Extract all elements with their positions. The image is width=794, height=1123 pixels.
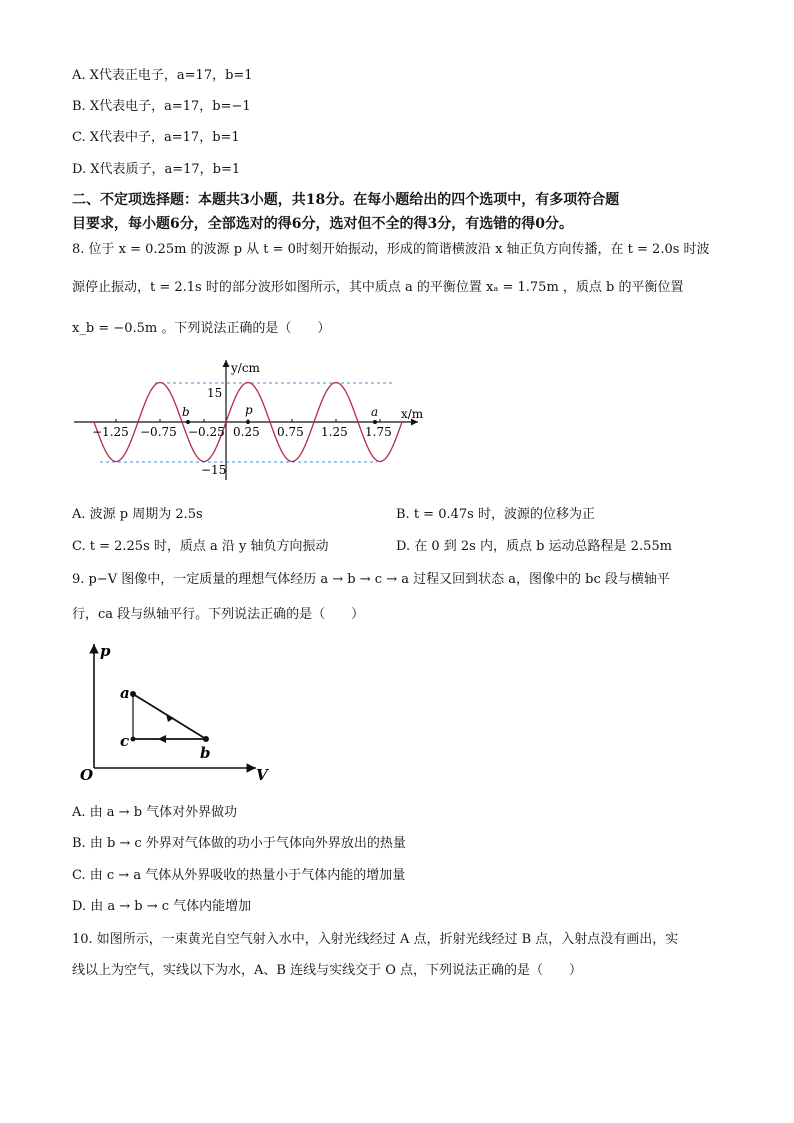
q8-stem-line1: 8. 位于 x = 0.25m 的波源 p 从 t = 0时刻开始振动，形成的简谐横波沿 x 轴正负方向传播，在 t = 2.0s 时波 (72, 242, 710, 257)
q8-stem-line2: 源停止振动，t = 2.1s 时的部分波形如图所示，其中质点 a 的平衡位置 xₐ = 1.75m ，质点 b 的平衡位置 (72, 280, 684, 295)
y-axis-label: y/cm (231, 361, 260, 375)
q7-option-d: D. X代表质子，a=17，b=1 (72, 162, 241, 177)
point-a-dot (373, 420, 377, 424)
y-positive-label: 15 (207, 386, 223, 400)
q10-stem-line2: 线以上为空气，实线以下为水，A、B 连线与实线交于 O 点，下列说法正确的是（ ） (72, 963, 582, 978)
q8-option-a: A. 波源 p 周期为 2.5s (72, 507, 203, 522)
q7-option-c: C. X代表中子，a=17，b=1 (72, 130, 240, 145)
q9-option-b: B. 由 b → c 外界对气体做的功小于气体向外界放出的热量 (72, 836, 406, 851)
point-p-label: p (245, 403, 253, 417)
state-a-label: a (120, 684, 130, 702)
v-axis-label: V (256, 766, 268, 784)
point-b-dot (186, 420, 190, 424)
q8-option-b: B. t = 0.47s 时，波源的位移为正 (396, 507, 595, 522)
arrow-bc (158, 735, 166, 743)
arrow-ab (166, 714, 174, 722)
q9-pv-graph (76, 636, 276, 786)
state-b-label: b (200, 744, 211, 762)
q9-option-d: D. 由 a → b → c 气体内能增加 (72, 899, 252, 914)
point-p-dot (246, 420, 250, 424)
q7-option-b: B. X代表电子，a=17，b=−1 (72, 99, 251, 114)
tick-label-0-25: 0.25 (233, 425, 260, 439)
state-a-dot (130, 691, 136, 697)
tick-label-1-75: 1.75 (365, 425, 392, 439)
q8-stem-line3: x_b = −0.5m 。下列说法正确的是（ ） (72, 321, 331, 336)
x-axis-label: x/m (401, 407, 424, 421)
q7-option-a: A. X代表正电子，a=17，b=1 (72, 68, 253, 83)
q9-option-c: C. 由 c → a 气体从外界吸收的热量小于气体内能的增加量 (72, 868, 406, 883)
q9-stem-line1: 9. p−V 图像中，一定质量的理想气体经历 a → b → c → a 过程又回到状态 a，图像中的 bc 段与横轴平 (72, 572, 670, 587)
tick-label-neg0-25: −0.25 (188, 425, 225, 439)
origin-label: O (80, 766, 94, 784)
point-a-label: a (371, 405, 379, 419)
section2-heading-line1: 二、不定项选择题：本题共3小题，共18分。在每小题给出的四个选项中，有多项符合题 (72, 192, 620, 208)
tick-label-0-75: 0.75 (277, 425, 304, 439)
state-c-label: c (120, 732, 130, 750)
point-b-label: b (182, 405, 190, 419)
q8-wave-graph (68, 352, 428, 484)
tick-label-neg0-75: −0.75 (140, 425, 177, 439)
state-b-dot (203, 736, 209, 742)
q9-stem-line2: 行，ca 段与纵轴平行。下列说法正确的是（ ） (72, 607, 365, 622)
q10-stem-line1: 10. 如图所示，一束黄光自空气射入水中，入射光线经过 A 点，折射光线经过 B 点，入射点没有画出，实 (72, 932, 679, 947)
p-axis-label: p (100, 642, 111, 660)
tick-label-1-25: 1.25 (321, 425, 348, 439)
y-negative-label: −15 (201, 463, 227, 477)
q8-option-d: D. 在 0 到 2s 内，质点 b 运动总路程是 2.55m (396, 539, 672, 554)
section2-heading-line2: 目要求，每小题6分，全部选对的得6分，选对但不全的得3分，有选错的得0分。 (72, 216, 573, 232)
q9-option-a: A. 由 a → b 气体对外界做功 (72, 805, 238, 820)
q8-option-c: C. t = 2.25s 时，质点 a 沿 y 轴负方向振动 (72, 539, 329, 554)
tick-label-neg1-25: −1.25 (92, 425, 129, 439)
state-c-dot (131, 737, 136, 742)
